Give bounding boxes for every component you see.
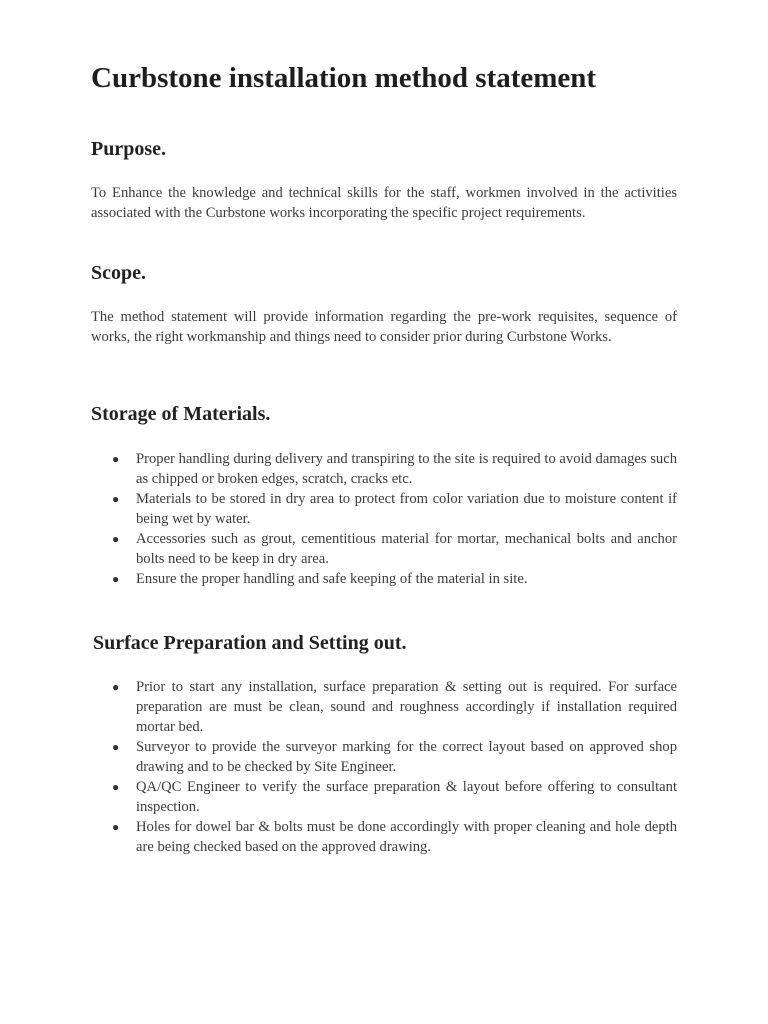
purpose-paragraph: To Enhance the knowledge and technical skills for the staff, workmen involved in the activities associated with the Curbstone works incorporating the specific project requirements. (91, 185, 677, 221)
list-item (110, 569, 677, 589)
bullet-icon: ● (112, 780, 120, 794)
storage-heading: Storage of Materials. (91, 403, 271, 425)
surface-heading: Surface Preparation and Setting out. (93, 632, 407, 654)
list-item (110, 449, 677, 489)
purpose-heading: Purpose. (91, 138, 166, 160)
list-item-text: Holes for dowel bar & bolts must be done accordingly with proper cleaning and hole depth are being checked based on the approved drawing. (136, 819, 677, 855)
scope-paragraph: The method statement will provide information regarding the pre-work requisites, sequence of works, the right workmanship and things need to consider prior during Curbstone Works. (91, 309, 677, 345)
list-item (110, 817, 677, 857)
list-item-text: Surveyor to provide the surveyor marking for the correct layout based on approved shop drawing and to be checked by Site Engineer. (136, 739, 677, 775)
bullet-icon: ● (112, 820, 120, 834)
bullet-icon: ● (112, 740, 120, 754)
list-item (110, 737, 677, 777)
list-item (110, 777, 677, 817)
list-item (110, 529, 677, 569)
list-item-text: Ensure the proper handling and safe keeping of the material in site. (136, 571, 528, 587)
bullet-icon: ● (112, 532, 120, 546)
surface-list (110, 677, 677, 857)
bullet-icon: ● (112, 572, 120, 586)
document-title: Curbstone installation method statement (91, 62, 597, 94)
bullet-icon: ● (112, 680, 120, 694)
list-item-text: Accessories such as grout, cementitious material for mortar, mechanical bolts and anchor bolts need to be keep in dry area. (136, 531, 677, 567)
list-item-text: Prior to start any installation, surface preparation & setting out is required. For surface preparation are must be clean, sound and roughness accordingly if installation required mortar bed. (136, 679, 677, 735)
list-item-text: Proper handling during delivery and transpiring to the site is required to avoid damages such as chipped or broken edges, scratch, cracks etc. (136, 451, 677, 487)
storage-list (110, 449, 677, 589)
list-item-text: QA/QC Engineer to verify the surface preparation & layout before offering to consultant inspection. (136, 779, 677, 815)
list-item (110, 677, 677, 737)
list-item-text: Materials to be stored in dry area to protect from color variation due to moisture content if being wet by water. (136, 491, 677, 527)
bullet-icon: ● (112, 492, 120, 506)
bullet-icon: ● (112, 452, 120, 466)
scope-heading: Scope. (91, 262, 146, 284)
list-item (110, 489, 677, 529)
